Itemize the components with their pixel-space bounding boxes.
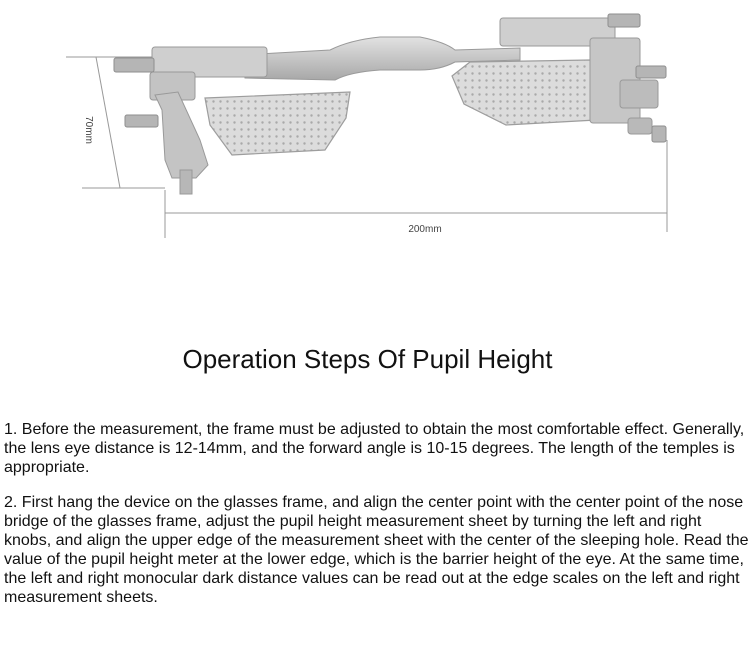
page-title: Operation Steps Of Pupil Height: [182, 344, 553, 374]
step-1-text: 1. Before the measurement, the frame must be adjusted to obtain the most comfortable effect. Generally, the lens eye distance is 12-14mm, and the forward angle is 10-15 degrees. The length of the temples is appropriate.: [4, 421, 745, 476]
pupil-height-meter-device: [114, 14, 666, 194]
height-dimension-label: 70mm: [83, 116, 94, 144]
width-dimension-label: 200mm: [408, 224, 442, 235]
product-figure: [0, 0, 750, 250]
step-2-text: 2. First hang the device on the glasses frame, and align the center point with the center point of the nose bridge of the glasses frame, adjust the pupil height measurement sheet by turning the left and right knobs, and align the upper edge of the measurement sheet with the center of the sleeping hole. Read the value of the pupil height meter at the lower edge, which is the barrier height of the eye. At the same time, the left and right monocular dark distance values can be read out at the edge scales on the left and right measurement sheets.: [4, 494, 749, 606]
